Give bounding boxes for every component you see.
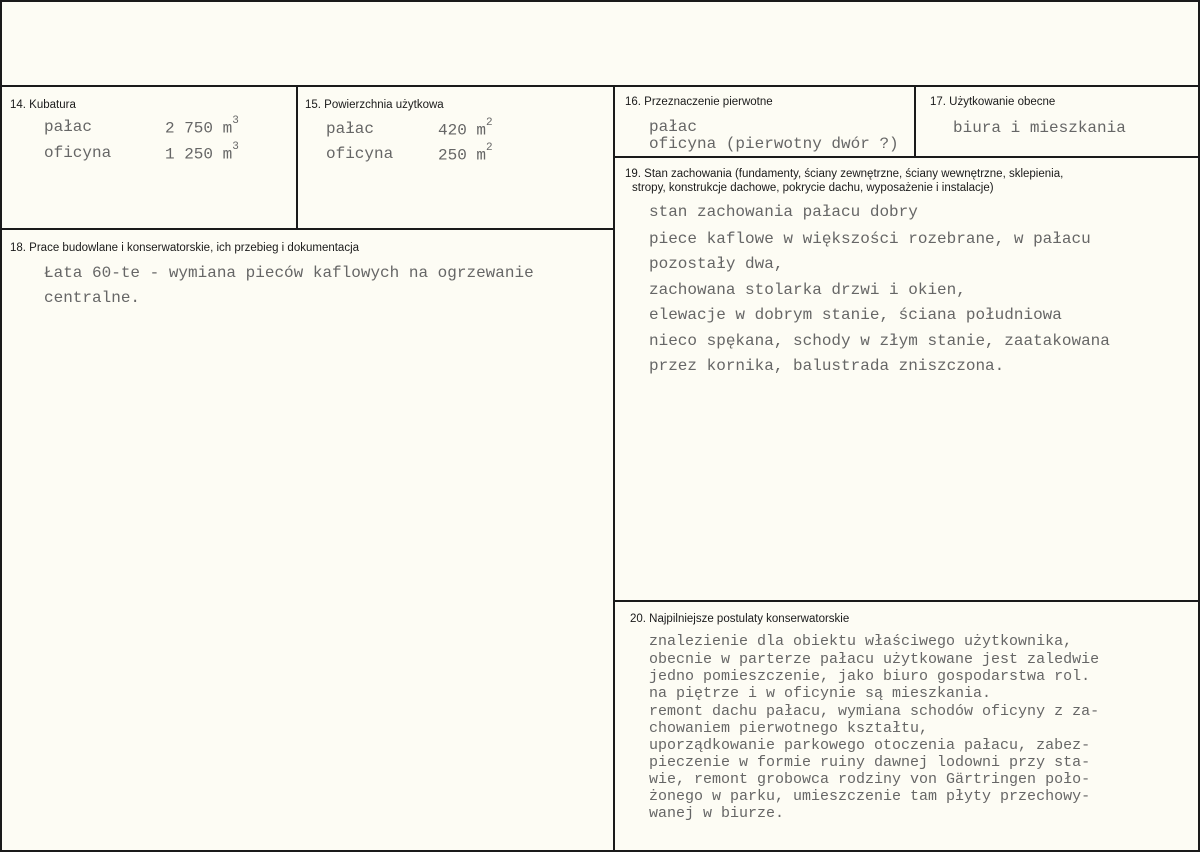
section-17-label: 17. Użytkowanie obecne bbox=[930, 96, 1056, 108]
section-15-label: 15. Powierzchnia użytkowa bbox=[305, 99, 444, 111]
section-20-label: 20. Najpilniejsze postulaty konserwatorskie bbox=[630, 613, 850, 625]
s15-row-palac-name: pałac bbox=[326, 120, 375, 138]
s20-line-4: na piętrze i w oficynie są mieszkania. bbox=[649, 685, 992, 702]
s20-line-10: żonego w parku, umieszczenie tam płyty przechowy- bbox=[649, 788, 1091, 805]
s18-line-2: centralne. bbox=[44, 289, 141, 307]
s19-line-7: przez kornika, balustrada zniszczona. bbox=[649, 357, 1005, 375]
s20-line-8: pieczenie w formie ruiny dawnej lodowni przy sta- bbox=[649, 754, 1091, 771]
s20-line-11: wanej w biurze. bbox=[649, 805, 785, 822]
section-14-label: 14. Kubatura bbox=[10, 99, 76, 111]
divider-14-15 bbox=[296, 85, 298, 230]
section-18-label: 18. Prace budowlane i konserwatorskie, ich przebieg i dokumentacja bbox=[10, 242, 360, 254]
section-19-label-line-1: 19. Stan zachowania (fundamenty, ściany zewnętrzne, ściany wewnętrzne, sklepienia, bbox=[625, 168, 1064, 180]
s19-line-3: pozostały dwa, bbox=[649, 255, 784, 273]
s20-line-6: chowaniem pierwotnego kształtu, bbox=[649, 720, 929, 737]
s20-line-1: znalezienie dla obiektu właściwego użytkownika, bbox=[649, 633, 1073, 650]
s15-row-oficyna-value: 250 $m^2$ bbox=[438, 142, 493, 165]
s15-row-palac-value: 420 $m^2$ bbox=[438, 117, 493, 140]
s14-row-oficyna-name: oficyna bbox=[44, 144, 112, 162]
s20-line-5: remont dachu pałacu, wymiana schodów oficyny z za- bbox=[649, 703, 1100, 720]
divider-left-right bbox=[613, 85, 615, 852]
rule-above-20 bbox=[614, 600, 1200, 602]
divider-16-17 bbox=[914, 85, 916, 158]
s19-line-5: elewacje w dobrym stanie, ściana południowa bbox=[649, 306, 1062, 324]
s19-line-1: stan zachowania pałacu dobry bbox=[649, 203, 918, 221]
rule-under-14-15 bbox=[0, 228, 614, 230]
s19-line-2: piece kaflowe w większości rozebrane, w pałacu bbox=[649, 230, 1091, 248]
s15-row-oficyna-name: oficyna bbox=[326, 145, 394, 163]
top-rule bbox=[0, 85, 1200, 87]
s17-value: biura i mieszkania bbox=[953, 119, 1126, 137]
s20-line-7: uporządkowanie parkowego otoczenia pałacu, zabez- bbox=[649, 737, 1091, 754]
s16-line-1: pałac bbox=[649, 118, 698, 136]
section-19-label-line-2: stropy, konstrukcje dachowe, pokrycie dachu, wyposażenie i instalacje) bbox=[632, 182, 994, 194]
s18-line-1: Łata 60-te - wymiana pieców kaflowych na ogrzewanie bbox=[44, 264, 534, 282]
s20-line-3: jedno pomieszczenie, jako biuro gospodarstwa rol. bbox=[649, 668, 1091, 685]
s14-row-palac-value: 2 750 $m^3$ bbox=[165, 115, 239, 138]
s14-row-palac-name: pałac bbox=[44, 118, 93, 136]
section-16-label: 16. Przeznaczenie pierwotne bbox=[625, 96, 773, 108]
rule-under-16-17 bbox=[614, 156, 1200, 158]
s16-line-2: oficyna (pierwotny dwór ?) bbox=[649, 135, 899, 153]
s20-line-9: wie, remont grobowca rodziny von Gärtringen poło- bbox=[649, 771, 1091, 788]
s19-line-4: zachowana stolarka drzwi i okien, bbox=[649, 281, 966, 299]
s14-row-oficyna-value: 1 250 $m^3$ bbox=[165, 141, 239, 164]
s20-line-2: obecnie w parterze pałacu użytkowane jest zaledwie bbox=[649, 651, 1100, 668]
s19-line-6: nieco spękana, schody w złym stanie, zaatakowana bbox=[649, 332, 1110, 350]
